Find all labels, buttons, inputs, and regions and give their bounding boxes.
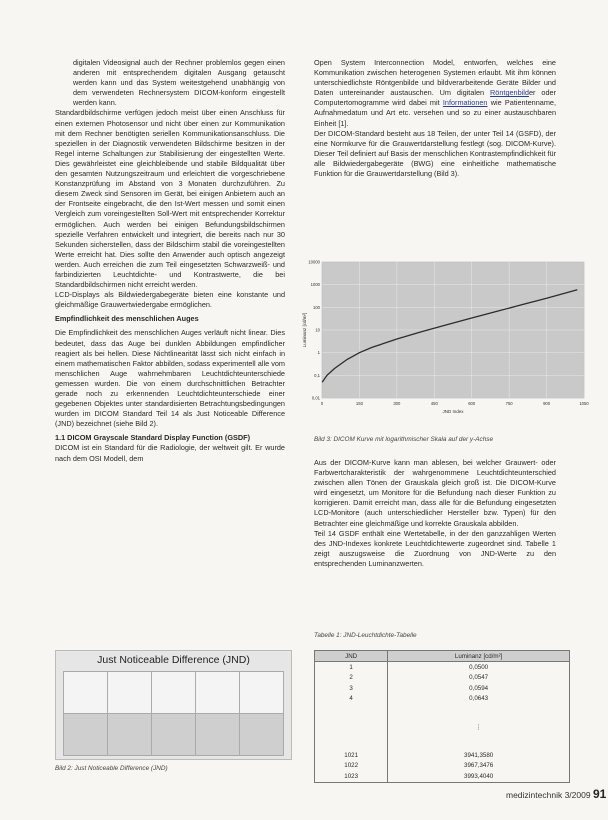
table-caption: Tabelle 1: JND-Leuchtdichte-Tabelle: [314, 632, 417, 639]
table-cell: 3941,3580: [388, 750, 570, 761]
section-heading: Empfindlichkeit des menschlichen Auges: [55, 314, 199, 324]
table-cell: 1022: [315, 761, 388, 772]
jnd-gray-patch: [195, 713, 240, 756]
link-informationen[interactable]: Informationen: [442, 98, 488, 108]
jnd-gray-patch: [195, 671, 240, 714]
table-cell: 3967,3476: [388, 761, 570, 772]
table-cell: 3: [315, 683, 388, 694]
right-text-column-lower: [314, 458, 556, 569]
x-tick-label: 900: [543, 401, 551, 406]
section-heading: 1.1 DICOM Grayscale Standard Display Function (GSDF): [55, 433, 251, 443]
jnd-gray-patch: [151, 713, 196, 756]
dicom-curve-chart: [300, 254, 596, 429]
paragraph: Open System Interconnection Model, entworfen, welches eine Kommunikation zwischen heterogenen Systemen erlaubt. Mit ihm können unterschiedlichste Röntgenbilde und bildverarbeitende Geräte Bilder und Daten untereinander austauschen. Um digitalen Röntgenbilder oder Computertomogramme wird dabei mit Informationen wie Patientenname, Aufnahmedatum und Art etc. versehen und so zu einer austauschbaren Einheit [1].: [314, 58, 557, 128]
x-tick-label: 600: [468, 401, 476, 406]
y-tick-label: 10000: [308, 259, 320, 265]
page-footer: [506, 787, 606, 801]
paragraph: digitalen Videosignal auch der Rechner problemlos gegen einen anderen mit entsprechendem digitalen Ausgang getauscht werden kann und das System weitestgehend unabhängig von dem verwendeten Rechnersystem DICOM-konform eingestellt werden kann.: [73, 58, 285, 108]
paragraph: Standardbildschirme verfügen jedoch meist über einen Anschluss für einen externen Photosensor und nicht über einen zur Kommunikation mit dem Rechner benötigten seriellen Kommunikationsanschluss. Die speziellen in der Diagnostik verwendeten Bildschirme besitzen in der Regel interne Schaltungen zur Stabilisierung der eingestellten Werte. Dies gewährleistet eine gleichbleibende und stabile Bildqualität über den gesamten Nutzungszeitraum und erleichtert die vorgeschriebene Konstanzprüfung im Abstand von 3 Monaten durchzuführen. Zu diesem Zweck sind Sensoren im Gerät, bei einigen Anbietern auch an der Frontseite eingebracht, die den Ist-Wert messen und somit einen Vergleich zum voreingestellten Soll-Wert mit entsprechender Korrektur ermöglichen. Auch werden bei einigen Befundungsbildschirmen spezielle Verfahren entwickelt und integriert, die bereits nach nur 30 Sekunden sicherstellen, dass der Bildschirm stabil die voreingestellten Werte erreicht hat. Dies sollte den Anwender auch optisch angezeigt werden. Auch erreichen die zum Teil eingesetzten Schwarzweiß- und farbindizierten Leuchtdichte- und Kontrastwerte, die bei Standardbildschirmen nicht erreicht werden.: [55, 108, 285, 290]
table-row: [315, 694, 570, 705]
table-cell: ⋮: [388, 704, 570, 750]
page-number: 91: [592, 787, 607, 801]
paragraph: DICOM ist ein Standard für die Radiologie, der weltweit gilt. Er wurde nach dem OSI Modell, dem: [55, 443, 285, 463]
x-tick-label: 750: [505, 401, 513, 406]
jnd-gray-patch: [63, 671, 108, 714]
table-row: [315, 761, 570, 772]
table-row: [315, 683, 570, 694]
chart-svg: [300, 254, 596, 429]
table-cell: 1: [315, 662, 388, 673]
jnd-figure: [55, 650, 292, 760]
paragraph: Aus der DICOM-Kurve kann man ablesen, bei welcher Grauwert- oder Farbwertcharakteristik der wahrgenommene Leuchtdichteunterschied zwischen allen Tönen der Grauskala gleich groß ist. Die DICOM-Kurve wird eingesetzt, um Monitore für die Befundung nach dieser Funktion zu korrigieren. Damit erreicht man, dass alle für die Befundung eingesetzten LCD-Monitore (auch unterschiedlicher Hersteller bzw. Typen) für den Betrachter eine gleichmäßige und korrekte Grauskala abbilden.: [314, 458, 556, 528]
paragraph: Teil 14 GSDF enthält eine Wertetabelle, in der den ganzzahligen Werten des JND-Indexes konkrete Leuchtdichtewerte zugeordnet sind. Tabelle 1 zeigt auszugsweise die Zuordnung von JND-Werte zu den entsprechenden Luminanzwerten.: [314, 528, 556, 568]
jnd-gray-patch: [239, 671, 284, 714]
table-cell: 1021: [315, 750, 388, 761]
jnd-gray-patch: [151, 671, 196, 714]
x-tick-label: 450: [430, 401, 438, 406]
table-cell: 0,0594: [388, 683, 570, 694]
y-tick-label: 0,1: [314, 372, 320, 378]
left-text-column: [55, 58, 285, 464]
figure-caption: Bild 2: Just Noticeable Difference (JND): [55, 765, 168, 772]
table-cell: 3993,4040: [388, 771, 570, 782]
x-tick-label: 150: [355, 401, 363, 406]
y-tick-label: 0,01: [311, 395, 320, 401]
figure-title: Just Noticeable Difference (JND): [97, 654, 250, 666]
right-text-column: [314, 58, 556, 179]
paragraph: LCD-Displays als Bildwiedergabegeräte bieten eine konstante und gleichmäßige Grauwertwiedergabe ermöglichen.: [55, 290, 285, 310]
x-tick-label: 300: [393, 401, 401, 406]
x-axis-label: JND Index: [442, 409, 464, 414]
table-cell: 0,0547: [388, 673, 570, 684]
table-cell: 0,0500: [388, 662, 570, 673]
figure-caption: Bild 3: DICOM Kurve mit logarithmischer Skala auf der y-Achse: [314, 436, 494, 443]
table-cell: 1023: [315, 771, 388, 782]
y-tick-label: 1: [317, 350, 320, 356]
table-header-row: [315, 651, 570, 662]
table-row: [315, 750, 570, 761]
jnd-gray-patch: [239, 713, 284, 756]
jnd-gray-patch: [107, 671, 152, 714]
table-row: [315, 673, 570, 684]
y-axis-label: Luminanz [cd/m²]: [302, 312, 307, 348]
paragraph: Die Empfindlichkeit des menschlichen Auges verläuft nicht linear. Dies bedeutet, dass das Auge bei dunklen Abbildungen empfindlicher reagiert als bei hellen. Diese Nichtlinearität lässt sich nicht einfach in einem mathematischen Faktor abbilden, sodass experimentell alle vom menschlichen Auge wahrnehmbaren Leuchtdichteunterschiede gemessen wurden. Die von einem durchschnittlichen Betrachter gerade noch zu erkennenden Leuchtdichteunterschiede einer gegebenen Objektes unter standardisierten Betrachtungsbedingungen wurden im DICOM Standard Teil 14 als Just Noticeable Difference (JND) bezeichnet (siehe Bild 2).: [55, 328, 285, 429]
x-tick-label: 0: [320, 401, 324, 406]
y-tick-label: 10: [315, 327, 320, 333]
column-header: Luminanz [cd/m²]: [388, 651, 570, 662]
paragraph: Der DICOM-Standard besteht aus 18 Teilen, der unter Teil 14 (GSFD), der eine Normkurve für die Grauwertdarstellung festlegt (sog. DICOM-Kurve). Dieser Teil definiert auf Basis der menschlichen Kontrastempfindlichkeit für alle Bildwiedergabegeräte (BWG) eine einheitliche mathematische Funktion für die Grauwertdarstellung (Bild 3).: [314, 128, 556, 179]
link-roentgenbild[interactable]: Röntgenbild: [490, 88, 529, 98]
magazine-issue: medizintechnik 3/2009: [506, 790, 591, 800]
jnd-gray-patch: [63, 713, 108, 756]
jnd-luminance-table: [314, 650, 570, 783]
jnd-gray-patch: [107, 713, 152, 756]
table-row: [315, 771, 570, 782]
table-cell: 2: [315, 673, 388, 684]
column-header: JND: [315, 651, 388, 662]
table-row-ellipsis: [315, 704, 570, 750]
table-cell: 0,0643: [388, 694, 570, 705]
table-cell: [315, 704, 388, 750]
table-row: [315, 662, 570, 673]
x-tick-label: 1050: [579, 401, 589, 406]
table-cell: 4: [315, 694, 388, 705]
y-tick-label: 1000: [310, 282, 320, 288]
y-tick-label: 100: [313, 304, 320, 310]
